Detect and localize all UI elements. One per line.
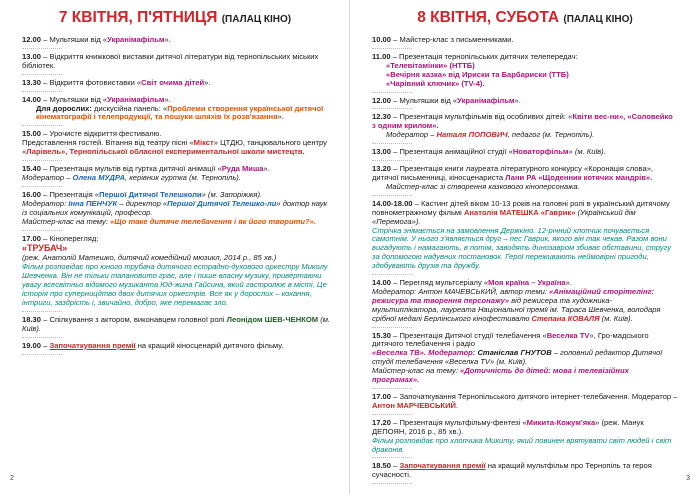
event-13-30: 13.30 – Відкриття фотовиставки «Світ очима дітей». [22,79,332,88]
event-13-00-sat: 13.00 – Презентація анімаційної студії «Новаторфільм» (м. Київ). [372,148,678,157]
right-page [350,0,700,494]
event-16-00: 16.00 – Презентація «Першої Дитячої Телешколи» (м. Запоріжжя). Модератор: Інна ПЕНЧУК – директор «Першої Дитячої Телешко-ли» доктор наук із соціальних комунікацій, професор. Майстер-клас на тему: «Що таке дитяче телебачення і як його творити?». [22,191,332,227]
left-date-heading: 7 КВІТНЯ, П'ЯТНИЦЯ [58,9,218,26]
event-13-00: 13.00 – Відкриття книжкової виставки дитячої літератури від тернопільських міських бібліотек. [22,53,332,71]
event-15-30: 15.30 – Презентація Дитячої студії телебачення «Веселка TV», Гро-мадського дитячого телебачення і радіо «Веселка ТВ». Модератор: Станіслав ГНУТОВ – головний редактор Дитячої студії телебачення «Веселка TV» (м. Київ). Майстер-клас на тему: «Дотичність до дітей: мова і телевізійних програмах». [372,332,678,385]
event-17-00: 17.00 – Кіноперегляд: «ТРУБАЧ» (реж. Анатолій Матешко, дитячий комедійний мюзикл, 2014 р., 85 хв.) Фільм розповідає про юного трубача дитячого естрадно-духового оркестру Миколу Шевченка. Він не тільки талановито грає, але і пише власну музику, привертаючи увагу всесвітньо відомого музиканта Юд-жина Гайсина, який гастролює в місті. Це історія про суперницдтво двох дитячих оркестрів. Все як у дорослих – кохання, інтриги, заздрість і, звичайно, добро, яке перемагає зло. [22,235,332,308]
event-17-20: 17.20 – Презентація мультфільму-фентезі «Микита-Кожум'яка» (реж. Манук ДЕПОЯН, 2016 р., 85 хв.). Фільм розповідає про хлопчика Микиту, який повинен врятувати світ людей і світ драконів. [372,419,678,455]
film-title-trubach: «ТРУБАЧ» [22,243,68,254]
left-schedule [22,36,332,359]
event-15-40: 15.40 – Презентація мультів від гуртка дитячої анімації «Руда Миша». Модератор – Олена МУДРА, керівник гуртка (м. Тернопіль). [22,165,332,183]
right-date-heading: 8 КВІТНЯ, СУБОТА [417,9,560,26]
event-12-30: 12.30 – Презентація мультфільмів від особливих дітей: «Квіти вес-ни», «Соловейко з одним крилом». Модератор – Наталя ПОПОВИЧ, педагог (м. Тернопіль). [372,113,678,140]
event-casting: 14.00-18.00 – Кастинг дітей віком 10-13 років на головні ролі в український дитячому повнометражному фільмі Анатолія МАТЕШКА «Гаврик» (Український дім «Перемога»). Стрічка знімається на замовлення Держкіно. 12-річний хлопчик почувається самотнім. У нього з'являється друг – пес Гаврик, якого він так чекав. Разом вони вигадують і намагають, в потім, заводять динозавром збиває обставини, стругу за допомогою надувних постановок. Герої переживають неймовірні пригоди, здобувають друзів та дружбу. [372,200,678,271]
event-18-30: 18.30 – Спілкування з актором, виконавцем головної ролі Леонідом ШЕВ-ЧЕНКОМ (м. Київ). [22,314,331,333]
left-venue: (ПАЛАЦ КІНО) [221,14,292,25]
event-14-00-sat: 14.00 – Перегляд мультсеріалу «Моя країна – Україна». Модератор: Антон МАЧЕВСЬКИЙ, автор теми: «Анімаційний сторітелінг: режисура та творення персонажу» від режисера та художника-мультиплікатора, лауреата Національної премії ім. Тараса Шевченка, володаря срібної медалі Берлінського кінофестивалю Степана КОВАЛЯ (м. Київ). [372,279,678,324]
event-12-00: 12.00 – Мультяшки від «Укранімафільм». [22,36,332,45]
event-17-00-sat: 17.00 – Започаткування Тернопільського дитячого інтернет-телебачення. Модератор – Антон МАРЧЕВСЬКИЙ. [372,392,678,410]
right-page-title [350,9,700,29]
event-18-50: 18.50 – Започаткування премії на кращий мультфільм про Тернопіль та героя сучасності. [372,462,678,480]
event-14-00: 14.00 – Мультяшки від «Укранімафільм». Для дорослих: дискусійна панель: «Проблеми створення української дитячої кінематографії і телепродукції, та пошуки шляхів їх розв'язання». [22,96,332,123]
page-number-right: 3 [686,475,690,483]
event-19-00: 19.00 – Започаткування премії на кращий кіносценарій дитячого фільму. [22,342,332,351]
event-10-00: 10.00 – Майстер-клас з письменниками. [372,36,678,45]
event-13-20: 13.20 – Презентація книги лауреата літературного конкурсу «Коронація слова», дитячої письменниці, кіносценариста Лани РА «Щоденник котячих мандрів». Майстер-клас зі створення казкового кіноперсонажа. [372,165,678,192]
right-schedule [372,36,678,488]
right-venue: (ПАЛАЦ КІНО) [563,14,633,25]
event-15-00: 15.00 – Урочисте відкриття фестивалю. Представлення гостей. Вітання від театру пісні «Мікст» ЦТДЮ, танцювального центру «Ларівель», Тернопільської обласної експериментальної школи мистецтв. [22,130,332,157]
event-11-00: 11.00 – Презентація тернопільських дитячих телепередач: «Телевітамінки» (НТТБ) «Вечірня казка» від Ириски та Барбариски (ТТБ) «Чарівний ключик» (TV-4). [372,53,678,89]
left-page-title [0,9,350,29]
page-number-left: 2 [10,475,14,483]
event-12-00-sat: 12.00 – Мультяшки від «Укранімафільм». [372,97,678,106]
